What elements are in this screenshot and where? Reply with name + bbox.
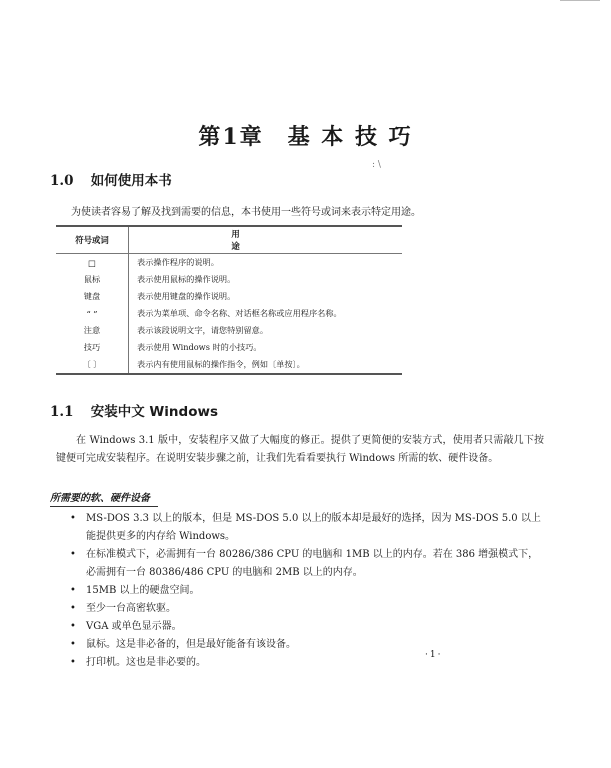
table-row: [56, 339, 402, 356]
table-row: [56, 288, 402, 305]
bullet-icon: •: [70, 513, 76, 524]
table-header-row: [56, 226, 402, 254]
list-item-text: 15MB 以上的硬盘空间。: [86, 585, 200, 596]
table-row: [56, 356, 402, 374]
meaning-cell: 表示为菜单项、命令名称、对话框名称或应用程序名称。: [137, 308, 342, 318]
list-item-text: 打印机。这也是非必要的。: [86, 657, 206, 668]
list-item: [68, 546, 548, 582]
meaning-cell: 表示使用 Windows 时的小技巧。: [137, 342, 262, 352]
requirements-list: [68, 510, 548, 672]
table-row: [56, 271, 402, 288]
scan-scratch-marks: : \: [372, 160, 381, 170]
symbol-cell: 〔 〕: [56, 356, 129, 374]
table-row: [56, 305, 402, 322]
requirements-subheading: 所需要的软、硬件设备: [50, 489, 158, 507]
bullet-icon: •: [70, 621, 76, 632]
list-item: [68, 618, 548, 636]
symbol-cell: 键盘: [56, 288, 129, 305]
section-heading-1-0: [50, 169, 172, 189]
list-item: [68, 636, 548, 654]
bullet-icon: •: [70, 585, 76, 596]
meaning-cell: 表示使用键盘的操作说明。: [137, 291, 236, 301]
scan-edge-mark: [560, 0, 600, 1]
section-number: 1.1: [50, 404, 74, 420]
meaning-cell: 表示使用鼠标的操作说明。: [137, 274, 236, 284]
page-number: ·1·: [425, 650, 443, 660]
bullet-icon: •: [70, 657, 76, 668]
section-title: 安装中文 Windows: [90, 404, 218, 420]
list-item-text: MS-DOS 3.3 以上的版本，但是 MS-DOS 5.0 以上的版本却是最好的选择，因为 MS-DOS 5.0 以上能提供更多的内存给 Windows。: [86, 513, 541, 542]
list-item-text: 在标准模式下，必需拥有一台 80286/386 CPU 的电脑和 1MB 以上的内存。若在 386 增强模式下，必需拥有一台 80386/486 CPU 的电脑和 2MB 以上的内存。: [86, 549, 539, 578]
table-row: [56, 254, 402, 272]
section-heading-1-1: [50, 400, 218, 420]
install-paragraph: 在 Windows 3.1 版中，安装程序又做了大幅度的修正。提供了更简便的安装方式，使用者只需敲几下按键便可完成安装程序。在说明安装步骤之前，让我们先看看要执行 Windows 所需的软、硬件设备。: [56, 435, 544, 464]
symbol-cell: 技巧: [56, 339, 129, 356]
symbol-cell: □: [56, 254, 129, 272]
chapter-title: 第1章 基 本 技 巧: [198, 124, 413, 150]
section-number: 1.0: [50, 173, 74, 189]
list-item: [68, 582, 548, 600]
list-item: [68, 510, 548, 546]
symbol-cell: 鼠标: [56, 271, 129, 288]
section-title: 如何使用本书: [90, 173, 172, 189]
list-item-text: VGA 或单色显示器。: [86, 621, 182, 632]
bullet-icon: •: [70, 549, 76, 560]
bullet-icon: •: [70, 603, 76, 614]
meaning-cell: 表示该段说明文字，请您特别留意。: [137, 325, 269, 335]
symbol-cell: “ ”: [56, 305, 129, 322]
bullet-icon: •: [70, 639, 76, 650]
meaning-cell: 表示操作程序的说明。: [137, 257, 219, 267]
list-item-text: 至少一台高密软驱。: [86, 603, 176, 614]
symbol-table: [56, 225, 402, 375]
meaning-cell: 表示内有使用鼠标的操作指令，例如〔单按〕。: [137, 359, 305, 369]
header-purpose-label: 用途: [231, 229, 300, 251]
intro-text: 为使读者容易了解及找到需要的信息，本书使用一些符号或词来表示特定用途。: [71, 207, 421, 218]
list-item: [68, 600, 548, 618]
header-purpose: [129, 226, 403, 254]
header-symbol: 符号或词: [56, 226, 129, 254]
symbol-cell: 注意: [56, 322, 129, 339]
list-item: [68, 654, 548, 672]
table-row: [56, 322, 402, 339]
list-item-text: 鼠标。这是非必备的，但是最好能备有该设备。: [86, 639, 296, 650]
